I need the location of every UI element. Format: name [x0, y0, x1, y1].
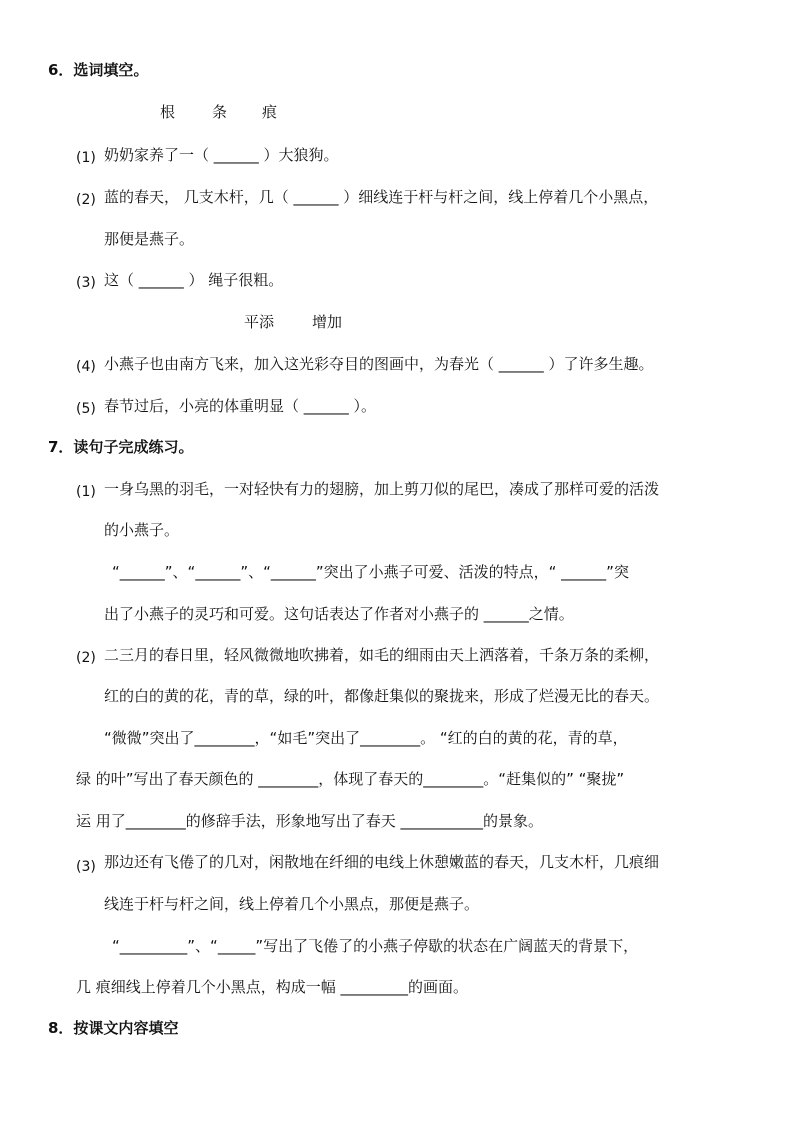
exercise-line: 几 痕细线上停着几个小黑点，构成一幅 _________的画面。: [76, 978, 469, 996]
word-bank-2-item: 平添: [244, 313, 275, 331]
item-number: (3): [76, 859, 96, 875]
item-text: 奶奶家养了一（ ______ ）大狼狗。: [104, 146, 339, 164]
item-text: 春节过后，小亮的体重明显（ ______ ）。: [104, 397, 377, 415]
item-text: 小燕子也由南方飞来，加入这光彩夺目的图画中，为春光（ ______ ）了许多生趣。: [104, 355, 654, 373]
question-6-title: 6．选词填空。: [48, 61, 149, 79]
word-bank-1-item: 痕: [262, 103, 278, 121]
question-8-title: 8．按课文内容填空: [48, 1019, 179, 1037]
word-bank-1-item: 根: [160, 103, 176, 121]
passage-line: 那边还有飞倦了的几对，闲散地在纤细的电线上休憩嫩蓝的春天，几支木杆，几痕细: [104, 853, 660, 871]
item-text: 这（ ______ ） 绳子很粗。: [104, 271, 284, 289]
passage-line: 线连于杆与杆之间，线上停着几个小黑点，那便是燕子。: [104, 895, 480, 913]
exercise-line: 绿 的叶”写出了春天颜色的 ________，体现了春天的________。“赶集似的” “聚拢”: [76, 770, 625, 788]
item-text-continued: 那便是燕子。: [104, 230, 195, 248]
passage-line: 二三月的春日里，轻风微微地吹拂着，如毛的细雨由天上洒落着，千条万条的柔柳，: [104, 646, 660, 664]
item-number: (5): [76, 401, 96, 417]
word-bank-2-item: 增加: [312, 313, 343, 331]
exercise-line: 运 用了________的修辞手法，形象地写出了春天 ___________的景象。: [76, 812, 544, 830]
item-text: 蓝的春天， 几支木杆，几（ ______ ）细线连于杆与杆之间，线上停着几个小黑点，: [104, 188, 659, 206]
passage-line: 的小燕子。: [104, 521, 180, 539]
item-number: (1): [76, 150, 96, 166]
exercise-line: “______”、“______”、“______”突出了小燕子可爱、活泼的特点，“ ______”突: [112, 563, 629, 581]
word-bank-1-item: 条: [212, 103, 228, 121]
item-number: (2): [76, 192, 96, 208]
exercise-line: “微微”突出了________，“如毛”突出了________。 “红的白的黄的花，青的草，: [104, 729, 628, 747]
item-number: (1): [76, 484, 96, 500]
item-number: (2): [76, 650, 96, 666]
exercise-line: “_________”、“_____”写出了飞倦了的小燕子停歇的状态在广阔蓝天的背景下，: [112, 937, 639, 955]
passage-line: 红的白的黄的花，青的草，绿的叶，都像赶集似的聚拢来，形成了烂漫无比的春天。: [104, 687, 660, 705]
passage-line: 一身乌黑的羽毛，一对轻快有力的翅膀，加上剪刀似的尾巴，凑成了那样可爱的活泼: [104, 480, 660, 498]
question-7-title: 7．读句子完成练习。: [48, 438, 194, 456]
item-number: (3): [76, 275, 96, 291]
exercise-line: 出了小燕子的灵巧和可爱。这句话表达了作者对小燕子的 ______之情。: [104, 605, 574, 623]
item-number: (4): [76, 359, 96, 375]
